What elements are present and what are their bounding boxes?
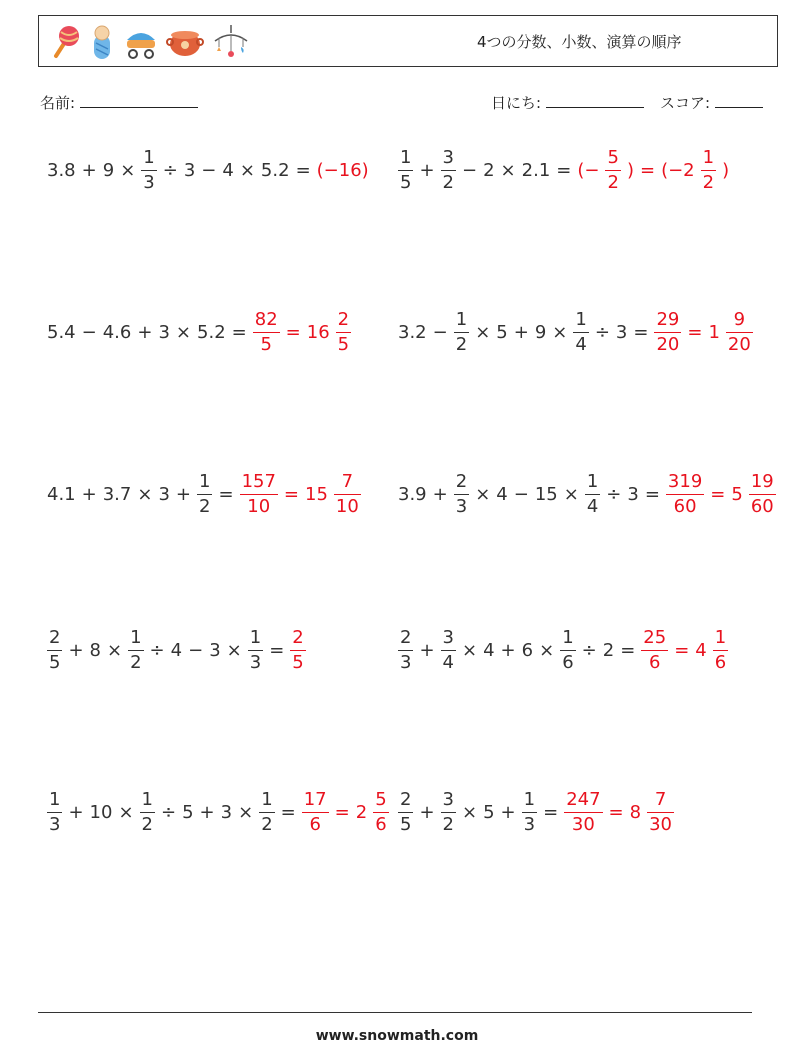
name-blank[interactable]: [80, 93, 198, 108]
answer-term: =: [608, 801, 624, 823]
numerator: 3: [442, 626, 454, 648]
expression-term: ×: [238, 801, 254, 823]
expression-fraction: [454, 308, 469, 355]
fraction-bar: [701, 170, 716, 171]
denominator: 5: [337, 333, 350, 355]
numerator: 7: [654, 788, 667, 810]
expression-term: 6: [521, 639, 534, 661]
fraction-bar: [398, 812, 413, 813]
denominator: 2: [199, 495, 211, 517]
worksheet-title: 4つの分数、小数、演算の順序: [477, 33, 682, 51]
numerator: 2: [455, 470, 468, 492]
numerator: 2: [400, 788, 412, 810]
expression-term: 3.9: [398, 483, 427, 505]
fraction-bar: [290, 650, 305, 651]
problem-6: [395, 464, 779, 524]
fraction-bar: [302, 812, 329, 813]
expression-term: 4.1: [47, 483, 76, 505]
expression-term: ÷: [594, 321, 610, 343]
numerator: 1: [455, 308, 468, 330]
denominator: 2: [141, 813, 153, 835]
expression-term: 2.1: [521, 159, 551, 181]
expression-fraction: [573, 308, 588, 355]
expression-term: 3.8: [47, 159, 76, 181]
answer-term: ): [722, 159, 730, 181]
denominator: 10: [247, 495, 271, 517]
problem-4: [395, 302, 756, 362]
fraction-bar: [560, 650, 575, 651]
numerator: 7: [341, 470, 354, 492]
expression-term: −: [432, 321, 448, 343]
expression-fraction: [398, 146, 413, 193]
expression-term: ÷: [162, 159, 178, 181]
expression-term: 3: [183, 159, 196, 181]
expression-term: ×: [175, 321, 192, 343]
denominator: 2: [702, 171, 715, 193]
answer-term: =: [674, 639, 690, 661]
answer-fraction: [253, 308, 280, 355]
expression-term: 4.6: [102, 321, 132, 343]
numerator: 2: [292, 626, 304, 648]
expression-term: =: [543, 801, 559, 823]
denominator: 10: [335, 495, 359, 517]
expression-fraction: [441, 788, 456, 835]
answer-fraction: [336, 308, 351, 355]
score-blank[interactable]: [715, 93, 763, 108]
fraction-bar: [749, 494, 776, 495]
answer-term: =: [710, 483, 726, 505]
answer-fraction: [701, 146, 716, 193]
expression-term: 5.2: [260, 159, 290, 181]
problem-5: [44, 464, 364, 524]
expression-term: +: [68, 639, 84, 661]
answer: [574, 146, 732, 193]
fraction-bar: [398, 650, 413, 651]
expression-term: 4: [170, 639, 183, 661]
problem-7: [44, 620, 309, 680]
stroller-icon: [123, 24, 159, 60]
numerator: 1: [400, 146, 412, 168]
answer-term: (−2: [661, 159, 695, 181]
fraction-bar: [141, 170, 156, 171]
expression-term: ÷: [606, 483, 622, 505]
numerator: 17: [303, 788, 327, 810]
denominator: 2: [130, 651, 142, 673]
problem-3: [44, 302, 354, 362]
expression-term: =: [556, 159, 572, 181]
expression-term: 10: [89, 801, 113, 823]
expression-term: 4: [222, 159, 234, 181]
expression-fraction: [522, 788, 537, 835]
numerator: 2: [337, 308, 350, 330]
numerator: 319: [667, 470, 703, 492]
expression-term: =: [218, 483, 234, 505]
numerator: 3: [442, 788, 454, 810]
denominator: 4: [575, 333, 587, 355]
expression-term: ×: [552, 321, 568, 343]
denominator: 30: [571, 813, 595, 835]
answer-term: 8: [629, 801, 642, 823]
expression-term: +: [81, 483, 97, 505]
answer: [287, 626, 308, 673]
answer-term: 16: [306, 321, 330, 343]
fraction-bar: [240, 494, 278, 495]
fraction-bar: [128, 650, 143, 651]
denominator: 6: [649, 651, 661, 673]
denominator: 5: [260, 333, 272, 355]
expression-term: +: [500, 801, 516, 823]
expression-term: 9: [534, 321, 547, 343]
numerator: 1: [575, 308, 587, 330]
fraction-bar: [47, 812, 62, 813]
fraction-bar: [398, 170, 413, 171]
answer-fraction: [726, 308, 753, 355]
expression-fraction: [585, 470, 600, 517]
answer-fraction: [647, 788, 674, 835]
answer-fraction: [666, 470, 704, 517]
expression-term: ÷: [581, 639, 597, 661]
expression-term: =: [280, 801, 296, 823]
answer-fraction: [605, 146, 620, 193]
expression-term: +: [199, 801, 215, 823]
expression-term: ×: [226, 639, 242, 661]
crib-mobile-icon: [211, 23, 251, 61]
denominator: 3: [49, 813, 61, 835]
expression-term: +: [419, 801, 435, 823]
problem-2: [395, 140, 732, 200]
expression-term: 8: [89, 639, 101, 661]
answer-term: =: [639, 159, 656, 181]
rattle-icon: [47, 24, 81, 60]
answer-term: (−: [577, 159, 600, 181]
expression-term: ×: [137, 483, 153, 505]
expression-fraction: [398, 626, 413, 673]
denominator: 5: [400, 171, 412, 193]
fraction-bar: [641, 650, 668, 651]
expression-term: +: [513, 321, 529, 343]
denominator: 6: [714, 651, 727, 673]
score-field: [660, 92, 763, 113]
expression-term: 15: [534, 483, 558, 505]
answer-term: 1: [708, 321, 720, 343]
fraction-bar: [140, 812, 155, 813]
date-label: 日にち:: [491, 94, 542, 112]
denominator: 20: [656, 333, 680, 355]
answer-term: =: [687, 321, 703, 343]
fraction-bar: [605, 170, 620, 171]
expression-term: 5.2: [197, 321, 226, 343]
denominator: 60: [750, 495, 774, 517]
expression-fraction: [47, 626, 62, 673]
expression-term: ×: [107, 639, 123, 661]
expression-fraction: [140, 788, 155, 835]
problem-9: [44, 782, 392, 842]
answer-fraction: [564, 788, 602, 835]
expression-term: ×: [475, 321, 491, 343]
answer-term: =: [334, 801, 350, 823]
numerator: 3: [442, 146, 454, 168]
numerator: 2: [49, 626, 61, 648]
numerator: 247: [566, 788, 601, 810]
answer-fraction: [373, 788, 388, 835]
denominator: 6: [309, 813, 321, 835]
answer: [250, 308, 354, 355]
expression-term: =: [269, 639, 285, 661]
expression-term: 3: [220, 801, 233, 823]
score-label: スコア:: [660, 94, 711, 112]
expression-term: ×: [120, 159, 136, 181]
answer-term: ): [626, 159, 634, 181]
expression-term: =: [620, 639, 636, 661]
denominator: 2: [455, 333, 468, 355]
problem-1: [44, 140, 372, 200]
expression-term: 5: [182, 801, 194, 823]
answer-term: =: [285, 321, 301, 343]
expression-fraction: [398, 788, 413, 835]
expression-term: 3.7: [102, 483, 132, 505]
expression-term: ×: [539, 639, 555, 661]
expression-term: 3: [627, 483, 639, 505]
expression-term: +: [419, 639, 435, 661]
fraction-bar: [573, 332, 588, 333]
answer-term: 2: [355, 801, 368, 823]
expression-term: =: [644, 483, 660, 505]
expression-term: −: [462, 159, 478, 181]
answer: [638, 626, 731, 673]
numerator: 5: [375, 788, 387, 810]
fraction-bar: [454, 494, 469, 495]
expression-term: 3: [158, 321, 170, 343]
expression-term: ÷: [161, 801, 177, 823]
denominator: 20: [727, 333, 751, 355]
expression-term: +: [175, 483, 192, 505]
expression-term: +: [419, 159, 435, 181]
expression-fraction: [141, 146, 156, 193]
fraction-bar: [441, 650, 456, 651]
denominator: 3: [400, 651, 412, 673]
answer: [561, 788, 677, 835]
expression-term: +: [68, 801, 84, 823]
fraction-bar: [334, 494, 361, 495]
answer-fraction: [749, 470, 776, 517]
answer-term: 15: [305, 483, 328, 505]
denominator: 2: [442, 171, 454, 193]
answer-term: 4: [695, 639, 707, 661]
numerator: 1: [143, 146, 155, 168]
numerator: 1: [562, 626, 574, 648]
baby-swaddle-icon: [87, 23, 117, 61]
expression-fraction: [454, 470, 469, 517]
date-field: [491, 92, 644, 113]
expression-term: 3.2: [398, 321, 427, 343]
denominator: 4: [586, 495, 599, 517]
name-label: 名前:: [40, 94, 76, 112]
answer-term: (−16): [316, 159, 369, 181]
name-field: [40, 92, 198, 113]
numerator: 157: [241, 470, 276, 492]
numerator: 1: [141, 788, 153, 810]
expression-term: 5: [496, 321, 508, 343]
numerator: 25: [643, 626, 667, 648]
expression-term: ÷: [149, 639, 165, 661]
answer: [299, 788, 392, 835]
footer-divider: [38, 1012, 752, 1013]
answer-fraction: [654, 308, 681, 355]
answer: [663, 470, 779, 517]
fraction-bar: [454, 332, 469, 333]
icon-strip: [47, 21, 251, 63]
denominator: 5: [49, 651, 61, 673]
expression-fraction: [128, 626, 143, 673]
answer-fraction: [334, 470, 361, 517]
expression-fraction: [248, 626, 263, 673]
numerator: 1: [49, 788, 61, 810]
expression-term: 2: [483, 159, 495, 181]
expression-term: −: [188, 639, 204, 661]
expression-term: +: [137, 321, 153, 343]
expression-term: −: [513, 483, 529, 505]
answer-term: =: [283, 483, 300, 505]
expression-term: −: [201, 159, 217, 181]
denominator: 60: [673, 495, 697, 517]
expression-term: ×: [462, 801, 478, 823]
problem-8: [395, 620, 731, 680]
expression-fraction: [560, 626, 575, 673]
fraction-bar: [713, 650, 728, 651]
expression-term: =: [295, 159, 311, 181]
denominator: 5: [400, 813, 412, 835]
answer-fraction: [641, 626, 668, 673]
expression-fraction: [259, 788, 274, 835]
expression-term: 3: [209, 639, 221, 661]
expression-fraction: [441, 626, 456, 673]
expression-term: ×: [563, 483, 579, 505]
worksheet-header: [38, 15, 778, 67]
expression-term: 5.4: [47, 321, 76, 343]
expression-term: =: [231, 321, 247, 343]
denominator: 3: [455, 495, 468, 517]
denominator: 4: [442, 651, 454, 673]
numerator: 1: [523, 788, 536, 810]
expression-term: 9: [102, 159, 115, 181]
fraction-bar: [726, 332, 753, 333]
expression-term: ×: [239, 159, 255, 181]
fraction-bar: [47, 650, 62, 651]
expression-fraction: [441, 146, 456, 193]
fraction-bar: [259, 812, 274, 813]
numerator: 1: [261, 788, 273, 810]
answer: [651, 308, 755, 355]
numerator: 1: [130, 626, 142, 648]
numerator: 1: [199, 470, 211, 492]
expression-term: 3: [158, 483, 170, 505]
numerator: 9: [733, 308, 746, 330]
numerator: 1: [702, 146, 715, 168]
expression-term: +: [432, 483, 448, 505]
denominator: 6: [375, 813, 387, 835]
fraction-bar: [373, 812, 388, 813]
numerator: 1: [249, 626, 262, 648]
numerator: 82: [254, 308, 278, 330]
denominator: 3: [249, 651, 262, 673]
fraction-bar: [654, 332, 681, 333]
fraction-bar: [522, 812, 537, 813]
footer-url: www.snowmath.com: [315, 1028, 479, 1044]
expression-term: ×: [118, 801, 134, 823]
denominator: 2: [442, 813, 454, 835]
fraction-bar: [564, 812, 602, 813]
answer-fraction: [290, 626, 305, 673]
denominator: 30: [649, 813, 672, 835]
numerator: 5: [607, 146, 619, 168]
expression-term: ×: [500, 159, 516, 181]
expression-term: −: [81, 321, 97, 343]
denominator: 2: [261, 813, 273, 835]
expression-term: =: [633, 321, 649, 343]
fraction-bar: [441, 170, 456, 171]
fraction-bar: [441, 812, 456, 813]
expression-fraction: [47, 788, 62, 835]
expression-term: ×: [475, 483, 491, 505]
fraction-bar: [336, 332, 351, 333]
expression-term: 4: [496, 483, 508, 505]
fraction-bar: [666, 494, 704, 495]
problem-10: [395, 782, 677, 842]
fraction-bar: [197, 494, 212, 495]
expression-term: 4: [483, 639, 495, 661]
baby-pot-icon: [165, 26, 205, 58]
denominator: 2: [607, 171, 619, 193]
expression-term: +: [81, 159, 97, 181]
fraction-bar: [585, 494, 600, 495]
denominator: 3: [143, 171, 155, 193]
answer-term: 5: [731, 483, 743, 505]
date-blank[interactable]: [546, 93, 644, 108]
answer: [314, 160, 372, 181]
numerator: 2: [400, 626, 412, 648]
fraction-bar: [253, 332, 280, 333]
expression-term: 2: [602, 639, 615, 661]
expression-term: 3: [615, 321, 628, 343]
numerator: 19: [750, 470, 774, 492]
numerator: 29: [656, 308, 680, 330]
fraction-bar: [647, 812, 674, 813]
expression-term: ×: [462, 639, 478, 661]
numerator: 1: [714, 626, 727, 648]
expression-fraction: [197, 470, 212, 517]
answer-fraction: [713, 626, 728, 673]
denominator: 5: [292, 651, 304, 673]
denominator: 3: [523, 813, 536, 835]
answer: [237, 470, 364, 517]
denominator: 6: [562, 651, 574, 673]
fraction-bar: [248, 650, 263, 651]
expression-term: +: [500, 639, 516, 661]
numerator: 1: [586, 470, 599, 492]
answer-fraction: [302, 788, 329, 835]
expression-term: 5: [483, 801, 495, 823]
answer-fraction: [240, 470, 278, 517]
